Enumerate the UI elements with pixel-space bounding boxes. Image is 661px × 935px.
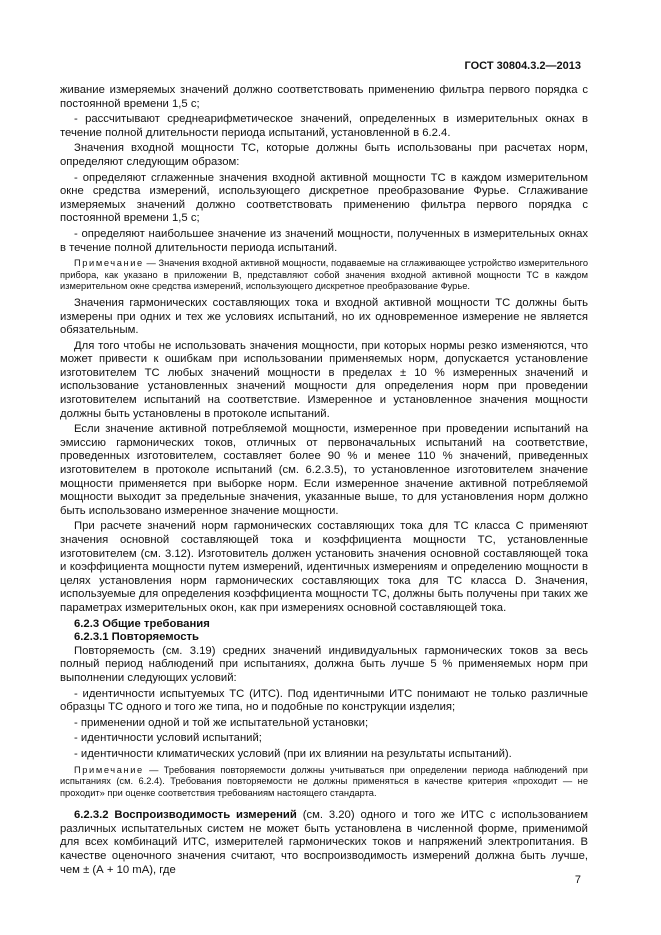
note-text: — Требования повторяемости должны учитываться при определении периода наблюдений при испытаниях (см. 6.2.4). Требования повторяемости не должны применяться в качестве критерия «проходит — не проходит» при оценке соответствия требованиям настоящего стандарта. xyxy=(60,764,588,798)
paragraph-text: (см. 3.20) одного и того же ИТС с использованием различных испытательных систем не может быть установлена в численной форме, применимой для всех комбинаций ИТС, измерителей гармонических токов и напряжений электропитания. В качестве оценочного значения считают, что воспроизводимость измерений должна быть лучше, чем ± (А + 10 mA), где xyxy=(60,809,588,876)
list-item: - рассчитывают среднеарифметическое значений, определенных в измерительных окнах в течение полной длительности периода испытаний, установленной в 6.2.4. xyxy=(60,113,588,139)
paragraph: Повторяемость (см. 3.19) средних значений индивидуальных гармонических токов за весь полный период наблюдений при испытаниях, должна быть лучше 5 % применяемых норм при выполнении следующих условий: xyxy=(60,644,588,684)
note xyxy=(60,258,588,293)
section-heading: 6.2.3.1 Повторяемость xyxy=(74,631,199,644)
list-item: - идентичности климатических условий (при их влиянии на результаты испытаний). xyxy=(74,747,512,760)
list-item: - идентичности испытуемых ТС (ИТС). Под идентичными ИТС понимают не только различные образцы ТС одного и того же типа, но и подобные по конструкции изделия; xyxy=(60,687,588,714)
document-body xyxy=(60,84,588,879)
document-header: ГОСТ 30804.3.2—2013 xyxy=(464,60,581,72)
paragraph: Если значение активной потребляемой мощности, измеренное при проведении испытаний на эмиссию гармонических токов, отличных от первоначальных испытаний на соответствие, проведенных изготовителем, составляет более 90 % и менее 110 % значений, приведенных изготовителем в протоколе испытаний (см. 6.2.3.5), то установленное изготовителем значение мощности применяется при выборке норм. Если измеренное значение активной потребляемой мощности выходит за предельные значения, указанные выше, то для установления норм должно быть использовано измеренное значение мощности. xyxy=(60,423,588,517)
note-label: Примечание xyxy=(74,258,144,269)
list-item: - идентичности условий испытаний; xyxy=(74,732,262,745)
section-heading: 6.2.3.2 Воспроизводимость измерений xyxy=(74,809,297,822)
list-item: - определяют сглаженные значения входной активной мощности ТС в каждом измерительном окне средства измерений, использующего дискретное преобразование Фурье. Сглаживание измеряемых значений должно соответствовать применению фильтра первого порядка с постоянной времени 1,5 с; xyxy=(60,171,588,225)
paragraph: Для того чтобы не использовать значения мощности, при которых нормы резко изменяются, что может привести к ошибкам при использовании применяемых норм, допускается установление изготовителем ТС любых значений мощности в пределах ± 10 % измеренных значений и использование установленных значений мощности для определения норм при проведении изготовителем испытаний на соответствие. Измеренное и установленное значения мощности должны быть установлены в протоколе испытаний. xyxy=(60,339,588,420)
list-item: - определяют наибольшее значение из значений мощности, полученных в измерительных окнах в течение полной длительности периода испытаний. xyxy=(60,227,588,254)
note-text: — Значения входной активной мощности, подаваемые на сглаживающее устройство измерительного прибора, как указано в приложении В, представляют собой значения входной активной мощности ТС в каждом измерительном окне средства измерений, использующего дискретное преобразование Фурье. xyxy=(60,258,588,292)
list-item: - применении одной и той же испытательной установки; xyxy=(74,716,369,729)
paragraph xyxy=(60,809,588,877)
section-heading: 6.2.3 Общие требования xyxy=(74,617,210,630)
paragraph: Значения входной мощности ТС, которые должны быть использованы при расчетах норм, определяют следующим образом: xyxy=(60,142,588,168)
paragraph: При расчете значений норм гармонических составляющих тока для ТС класса С применяют значения основной составляющей тока и коэффициента мощности ТС, установленные изготовителем (см. 3.12). Изготовитель должен установить значения основной составляющей тока и коэффициента мощности путем измерений, идентичных измерениям и определению мощности в целях установления норм гармонических составляющих тока для ТС класса D. Значения, используемые для определения коэффициента мощности ТС, должны быть получены при таких же параметрах измерительных окон, как при измерениях основной составляющей тока. xyxy=(60,520,588,614)
note xyxy=(60,765,588,800)
paragraph: живание измеряемых значений должно соответствовать применению фильтра первого порядка с постоянной времени 1,5 с; xyxy=(60,84,588,110)
page-number: 7 xyxy=(574,874,581,886)
paragraph: Значения гармонических составляющих тока и входной активной мощности ТС должны быть измерены при одних и тех же условиях испытаний, но их одновременное измерение не является обязательным. xyxy=(60,296,588,337)
note-label: Примечание xyxy=(74,764,144,775)
